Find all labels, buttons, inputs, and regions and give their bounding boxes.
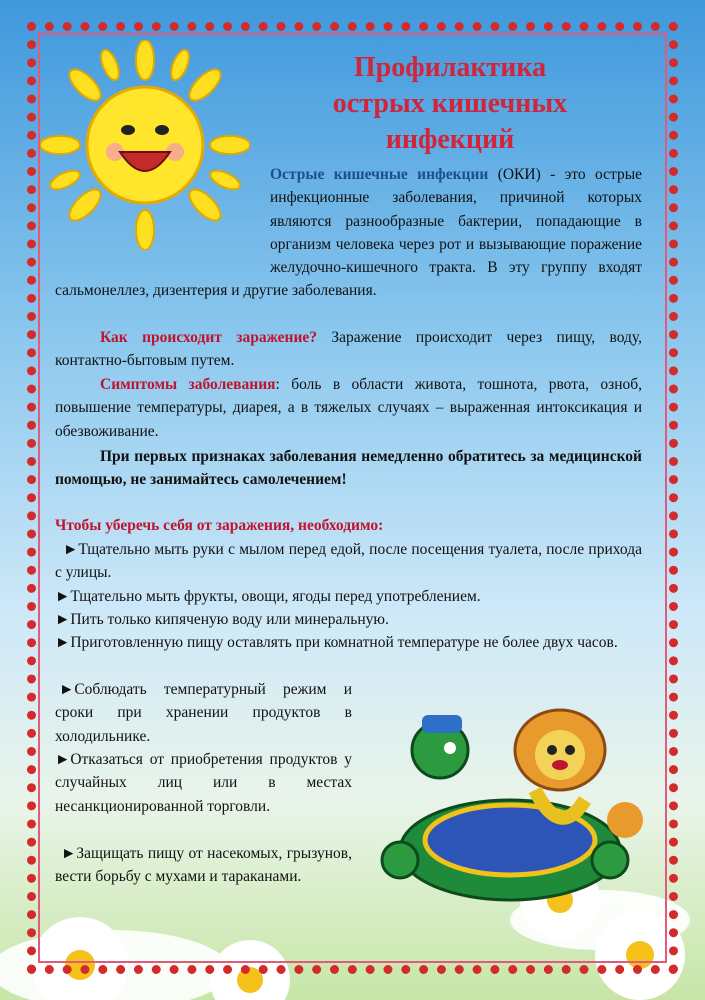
symptoms-text: : боль в области живота, тошнота, рвота, озноб, повышение температуры, диарея, а в тяжелых случаях – выраженная интоксикация и обезвоживание. [55, 376, 642, 440]
intro-term: Острые кишечные инфекции [270, 166, 489, 183]
warning-paragraph: При первых признаках заболевания немедленно обратитесь за медицинской помощью, не занимайтесь самолечением! [55, 448, 642, 489]
page-title [300, 50, 600, 158]
rule-4: ►Приготовленную пищу оставлять при комнатной температуре не более двух часов. [55, 634, 618, 651]
rule-2: ►Тщательно мыть фрукты, овощи, ягоды перед употреблением. [55, 588, 481, 605]
main-text-flow [55, 163, 642, 303]
prevention-heading: Чтобы уберечь себя от заражения, необходимо: [55, 517, 384, 534]
rule-5: ►Соблюдать температурный режим и сроки при хранении продуктов в холодильнике. [55, 681, 352, 745]
lion-and-turtle-illustration [360, 690, 650, 920]
rule-1: ►Тщательно мыть руки с мылом перед едой, после посещения туалета, после прихода с улицы. [55, 541, 642, 582]
title-line-3: инфекций [385, 124, 515, 155]
infection-paragraph [55, 326, 642, 373]
rule-7: ►Защищать пищу от насекомых, грызунов, вести борьбу с мухами и тараканами. [55, 845, 352, 886]
title-line-2: острых кишечных [332, 88, 568, 119]
title-line-1: Профилактика [353, 52, 547, 83]
rule-6: ►Отказаться от приобретения продуктов у случайных лиц или в местах несанкционированной торговли. [55, 751, 352, 815]
intro-text: (ОКИ) - это острые инфекционные заболевания, причиной которых являются разнообразные бактерии, попадающие в организм человека через рот и вызывающие поражение желудочно-кишечного тракта. В эту группу входят сальмонеллез, дизентерия и другие заболевания. [55, 166, 642, 300]
infection-answer: Заражение происходит через пищу, воду, контактно-бытовым путем. [55, 329, 642, 370]
symptoms-paragraph [55, 373, 642, 443]
sun-spacer [55, 163, 270, 279]
infection-question: Как происходит заражение? [100, 329, 318, 346]
rule-3: ►Пить только кипяченую воду или минеральную. [55, 611, 389, 628]
symptoms-label: Симптомы заболевания [100, 376, 276, 393]
